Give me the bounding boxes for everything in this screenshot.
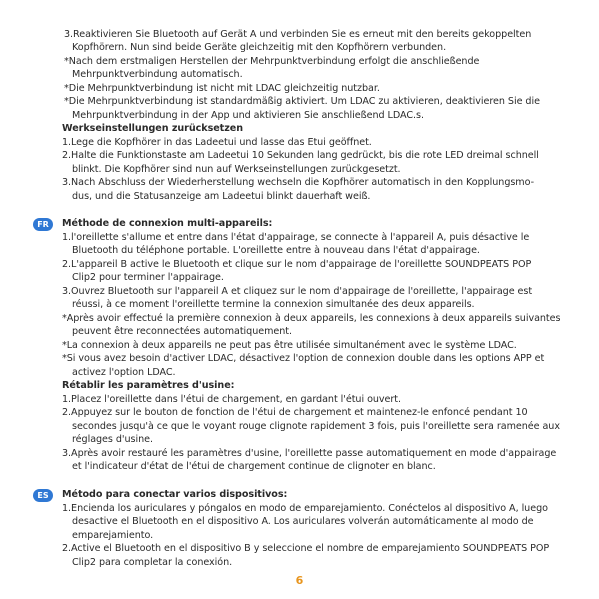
de-note: *Nach dem erstmaligen Herstellen der Mehrpunktverbindung erfolgt die anschließende — [64, 56, 480, 67]
de-line: 3.Nach Abschluss der Wiederherstellung wechseln die Kopfhörer automatisch in den Kopplungsmo- — [62, 177, 535, 188]
fr-reset-heading: Rétablir les paramètres d'usine: — [62, 380, 235, 391]
de-line: Kopfhörern. Nun sind beide Geräte gleichzeitig mit den Kopfhörern verbunden. — [72, 42, 447, 53]
fr-line: activez l'option LDAC. — [72, 367, 176, 378]
fr-line: secondes jusqu'à ce que le voyant rouge clignote rapidement 3 fois, puis l'oreillette sera ramenée aux — [72, 421, 560, 432]
de-line: Mehrpunktverbindung in der App und aktivieren Sie anschließend LDAC.s. — [72, 110, 424, 121]
fr-line: réglages d'usine. — [72, 434, 153, 445]
fr-note: *Si vous avez besoin d'activer LDAC, désactivez l'option de connexion double dans les options APP et — [62, 353, 545, 364]
fr-line: réussi, à ce moment l'oreillette termine la connexion simultanée des deux appareils. — [72, 299, 475, 310]
page-number: 6 — [295, 574, 304, 587]
es-line: 2.Active el Bluetooth en el dispositivo B y seleccione el nombre de emparejamiento SOUNDPEATS POP — [62, 543, 550, 554]
es-line: desactive el Bluetooth en el dispositivo A. Los auriculares volverán automáticamente al modo de — [72, 516, 534, 527]
fr-line: 1.l'oreillette s'allume et entre dans l'état d'appairage, se connecte à l'appareil A, puis désactive le — [62, 232, 530, 243]
fr-note: *Après avoir effectué la première connexion à deux appareils, les connexions à deux appareils suivantes — [62, 313, 561, 324]
fr-line: Bluetooth du téléphone portable. L'oreillette entre à nouveau dans l'état d'appairage. — [72, 245, 480, 256]
fr-line: et l'indicateur d'état de l'étui de chargement continue de clignoter en blanc. — [72, 461, 436, 472]
es-line: Clip2 para completar la conexión. — [72, 557, 233, 568]
fr-heading: Méthode de connexion multi-appareils: — [62, 218, 273, 229]
fr-line: 3.Après avoir restauré les paramètres d'usine, l'oreillette passe automatiquement en mode d'appairage — [62, 448, 557, 459]
de-line: dus, und die Statusanzeige am Ladeetui blinkt dauerhaft weiß. — [72, 191, 371, 202]
de-note: *Die Mehrpunktverbindung ist standardmäßig aktiviert. Um LDAC zu aktivieren, deaktivieren Sie die — [64, 96, 540, 107]
es-heading: Método para conectar varios dispositivos: — [62, 489, 288, 500]
es-line: 1.Encienda los auriculares y póngalos en modo de emparejamiento. Conéctelos al dispositivo A, luego — [62, 503, 548, 514]
de-note: *Die Mehrpunktverbindung ist nicht mit LDAC gleichzeitig nutzbar. — [64, 83, 380, 94]
fr-line: Clip2 pour terminer l'appairage. — [72, 272, 224, 283]
de-line: 2.Halte die Funktionstaste am Ladeetui 10 Sekunden lang gedrückt, bis die rote LED dreimal schnell — [62, 150, 539, 161]
fr-note: *La connexion à deux appareils ne peut pas être utilisée simultanément avec le système LDAC. — [62, 340, 517, 351]
language-badge-fr: FR — [33, 218, 53, 231]
de-line: 1.Lege die Kopfhörer in das Ladeetui und lasse das Etui geöffnet. — [62, 137, 372, 148]
de-line: 3.Reaktivieren Sie Bluetooth auf Gerät A und verbinden Sie es erneut mit den bereits gekoppelten — [64, 29, 532, 40]
de-line: Mehrpunktverbindung automatisch. — [72, 69, 243, 80]
fr-line: 1.Placez l'oreillette dans l'étui de chargement, en gardant l'étui ouvert. — [62, 394, 402, 405]
fr-line: peuvent être reconnectées automatiquement. — [72, 326, 292, 337]
language-badge-es: ES — [33, 489, 53, 502]
de-line: blinkt. Die Kopfhörer sind nun auf Werkseinstellungen zurückgesetzt. — [72, 164, 401, 175]
de-reset-heading: Werkseinstellungen zurücksetzen — [62, 123, 243, 134]
es-line: emparejamiento. — [72, 530, 154, 541]
fr-line: 2.L'appareil B active le Bluetooth et clique sur le nom d'appairage de l'oreillette SOUNDPEATS POP — [62, 259, 532, 270]
fr-line: 3.Ouvrez Bluetooth sur l'appareil A et cliquez sur le nom d'appairage de l'oreillette, l'appairage est — [62, 286, 533, 297]
fr-line: 2.Appuyez sur le bouton de fonction de l'étui de chargement et maintenez-le enfoncé pendant 10 — [62, 407, 528, 418]
